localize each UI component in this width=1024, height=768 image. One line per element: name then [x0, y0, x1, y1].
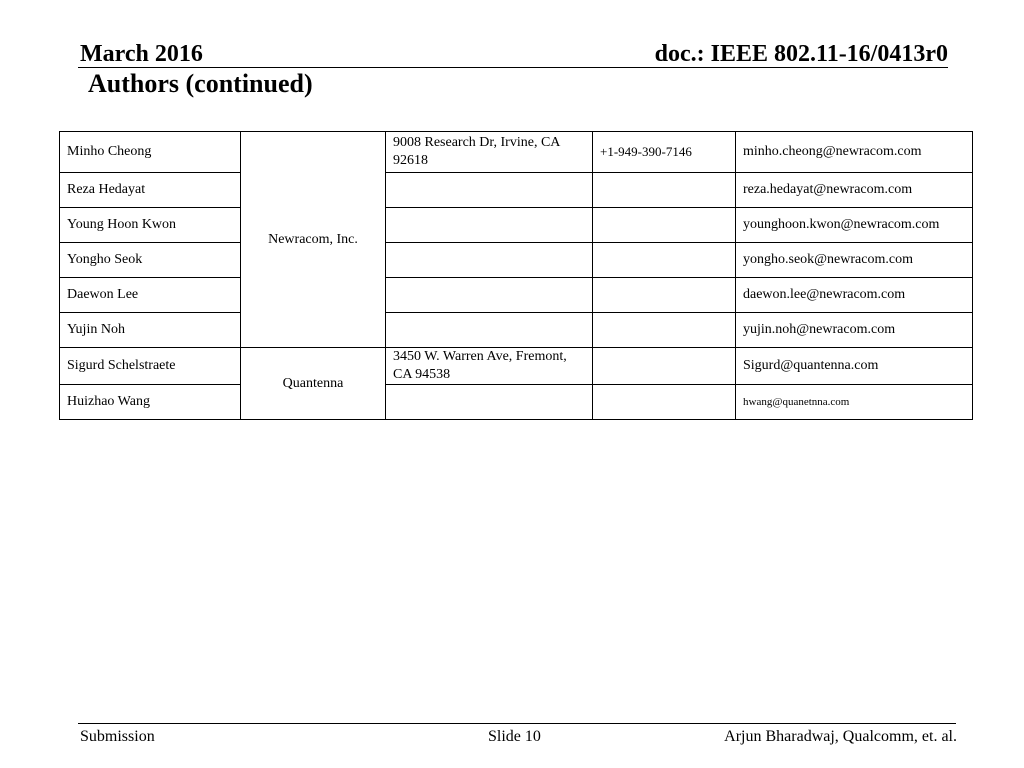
- author-address: 3450 W. Warren Ave, Fremont, CA 94538: [386, 348, 593, 385]
- author-name: Minho Cheong: [60, 132, 241, 173]
- authors-table: [59, 131, 973, 420]
- author-email: daewon.lee@newracom.com: [736, 278, 973, 313]
- author-phone: +1-949-390-7146: [593, 132, 736, 173]
- footer-divider: [78, 723, 956, 724]
- table-row: [60, 208, 973, 243]
- author-phone: [593, 278, 736, 313]
- slide-title: Authors (continued): [88, 69, 313, 98]
- author-address: [386, 278, 593, 313]
- table-row: [60, 278, 973, 313]
- footer-authors: Arjun Bharadwaj, Qualcomm, et. al.: [724, 728, 957, 745]
- author-email: yujin.noh@newracom.com: [736, 313, 973, 348]
- author-address: [386, 243, 593, 278]
- author-email: hwang@quanetnna.com: [736, 385, 973, 420]
- author-phone: [593, 208, 736, 243]
- header-doc-id: doc.: IEEE 802.11-16/0413r0: [654, 41, 948, 67]
- author-name: Yongho Seok: [60, 243, 241, 278]
- footer-slide-number: Slide 10: [488, 728, 541, 745]
- author-phone: [593, 313, 736, 348]
- author-address: [386, 208, 593, 243]
- author-name: Daewon Lee: [60, 278, 241, 313]
- author-address: [386, 173, 593, 208]
- author-email: yongho.seok@newracom.com: [736, 243, 973, 278]
- author-name: Yujin Noh: [60, 313, 241, 348]
- header-date: March 2016: [80, 41, 203, 67]
- table-row: [60, 132, 973, 173]
- author-affiliation: Newracom, Inc.: [241, 132, 386, 348]
- table-row: [60, 348, 973, 385]
- author-address: [386, 385, 593, 420]
- author-name: Sigurd Schelstraete: [60, 348, 241, 385]
- author-address: 9008 Research Dr, Irvine, CA 92618: [386, 132, 593, 173]
- author-email: reza.hedayat@newracom.com: [736, 173, 973, 208]
- table-row: [60, 173, 973, 208]
- table-row: [60, 385, 973, 420]
- author-phone: [593, 385, 736, 420]
- author-phone: [593, 348, 736, 385]
- author-affiliation: Quantenna: [241, 348, 386, 420]
- author-email: younghoon.kwon@newracom.com: [736, 208, 973, 243]
- table-row: [60, 313, 973, 348]
- author-phone: [593, 243, 736, 278]
- author-address: [386, 313, 593, 348]
- author-phone: [593, 173, 736, 208]
- author-name: Young Hoon Kwon: [60, 208, 241, 243]
- author-name: Reza Hedayat: [60, 173, 241, 208]
- footer-submission: Submission: [80, 728, 155, 745]
- table-row: [60, 243, 973, 278]
- author-email: Sigurd@quantenna.com: [736, 348, 973, 385]
- author-email: minho.cheong@newracom.com: [736, 132, 973, 173]
- author-name: Huizhao Wang: [60, 385, 241, 420]
